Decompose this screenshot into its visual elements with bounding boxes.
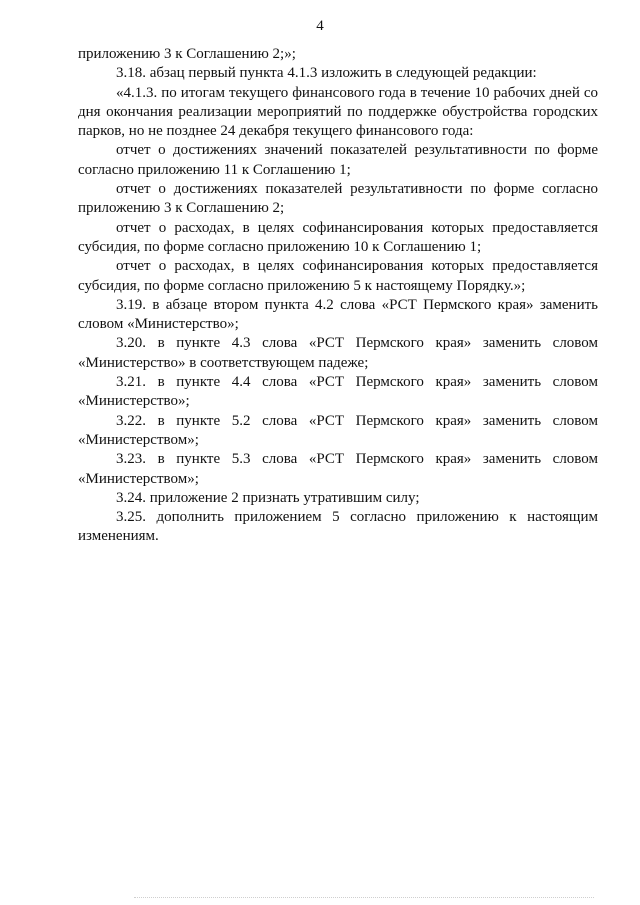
paragraph: приложению 3 к Соглашению 2;»; xyxy=(78,46,296,62)
paragraph: отчет о достижениях значений показателей результативности по форме согласно приложению 11 к Соглашению 1; xyxy=(78,142,598,178)
paragraph: 3.23. в пункте 5.3 слова «РСТ Пермского края» заменить словом «Министерством»; xyxy=(78,451,598,487)
scan-margin-dots xyxy=(134,895,594,898)
paragraph: отчет о расходах, в целях софинансирования которых предоставляется субсидия, по форме согласно приложению 10 к Соглашению 1; xyxy=(78,219,598,255)
paragraph: 3.22. в пункте 5.2 слова «РСТ Пермского края» заменить словом «Министерством»; xyxy=(78,412,598,448)
paragraph: 3.19. в абзаце втором пункта 4.2 слова «РСТ Пермского края» заменить словом «Министерство»; xyxy=(78,296,598,333)
paragraph: 3.21. в пункте 4.4 слова «РСТ Пермского края» заменить словом «Министерство»; xyxy=(78,374,598,410)
paragraph: отчет о достижениях показателей результативности по форме согласно приложению 3 к Соглашению 2; xyxy=(78,181,598,217)
document-body xyxy=(78,45,598,547)
paragraph: 3.24. приложение 2 признать утратившим силу; xyxy=(116,489,420,506)
paragraph: 3.20. в пункте 4.3 слова «РСТ Пермского края» заменить словом «Министерство» в соответствующем падеже; xyxy=(78,335,598,371)
page-number: 4 xyxy=(316,18,324,34)
paragraph: 3.18. абзац первый пункта 4.1.3 изложить в следующей редакции: xyxy=(116,65,537,82)
paragraph: 3.25. дополнить приложением 5 согласно приложению к настоящим изменениям. xyxy=(78,509,598,545)
paragraph: отчет о расходах, в целях софинансирования которых предоставляется субсидия, по форме согласно приложению 5 к настоящему Порядку.»; xyxy=(78,258,598,294)
paragraph: «4.1.3. по итогам текущего финансового года в течение 10 рабочих дней со дня окончания реализации мероприятий по поддержке обустройства городских парков, но не позднее 24 декабря текущего финансового года: xyxy=(78,84,598,140)
